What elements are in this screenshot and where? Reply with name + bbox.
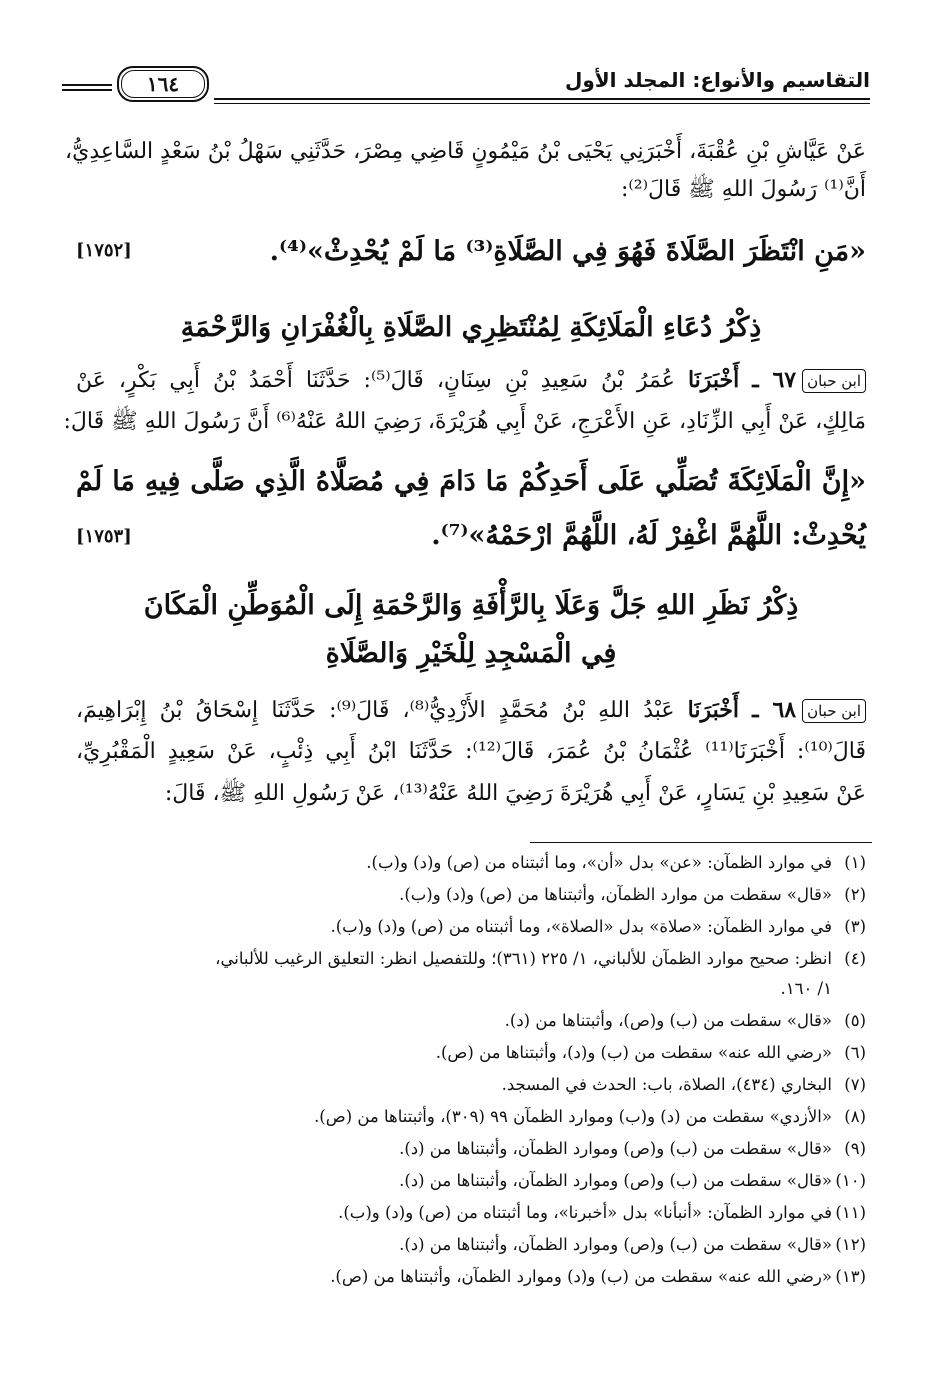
header-ornament [62, 84, 112, 91]
footnote-item [331, 912, 867, 942]
chapter-heading-2-line-2: فِي الْمَسْجِدِ لِلْخَيْرِ وَالصَّلَاةِ [325, 638, 617, 669]
footnote-text: «رضي الله عنه» سقطت من (ب) و(د) وموارد الظمآن، وأثبتناها من (ص). [330, 1267, 832, 1286]
footnote-item [399, 1230, 866, 1260]
page-number-frame [117, 66, 209, 102]
footnote-item [76, 944, 866, 974]
chapter-heading-1: ذِكْرُ دُعَاءِ الْمَلَائِكَةِ لِمُنْتَظِرِي الصَّلَاةِ بِالْغُفْرَانِ وَالرَّحْمَةِ [180, 312, 762, 343]
running-title: التقاسيم والأنواع: المجلد الأول [564, 68, 870, 92]
footnote-text: «رضي الله عنه» سقطت من (ب) و(د)، وأثبتناها من (ص). [435, 1043, 832, 1062]
footnote-text: «قال» سقطت من (ب) و(ص) وموارد الظمآن، وأثبتناها من (د). [399, 1171, 832, 1190]
hadith-67-reference: [١٧٥٣] [76, 526, 132, 547]
entry-67-line-1 [76, 362, 866, 399]
footnote-text: البخاري (٤٣٤)، الصلاة، باب: الحدث في المسجد. [501, 1075, 832, 1094]
entry-68-text: عَبْدُ اللهِ بْنُ مُحَمَّدٍ الأَزْدِيُّ⁽⁸⁾، قَالَ⁽⁹⁾: حَدَّثَنَا إِسْحَاقُ بْنُ إِبْرَاهِيمَ، [76, 698, 675, 723]
page-header [62, 62, 870, 112]
footnote-item [399, 880, 866, 910]
footnote-text: ١/ ١٦٠. [780, 979, 832, 998]
footnote-item [338, 1198, 866, 1228]
footnote-number: (١١) [835, 1203, 866, 1222]
footnote-text: في موارد الظمآن: «صلاة» بدل «الصلاة»، وما أثبتناه من (ص) و(د) و(ب). [330, 917, 832, 936]
header-rule-thin [214, 103, 870, 104]
entry-67-number: ٦٧ ـ [752, 367, 797, 393]
entry-68-line-1 [76, 692, 866, 729]
footnote-text: انظر: صحيح موارد الظمآن للألباني، ١/ ٢٢٥ (٣٦١)؛ وللتفصيل انظر: التعليق الرغيب للألباني، [215, 949, 832, 968]
hadith-1-reference: [١٧٥٢] [76, 240, 132, 261]
footnote-item [399, 1166, 866, 1196]
entry-68-line-2: قَالَ⁽¹⁰⁾: أَخْبَرَنَا⁽¹¹⁾ عُثْمَانُ بْنُ عُمَرَ، قَالَ⁽¹²⁾: حَدَّثَنَا ابْنُ أَبِي ذِئْبٍ، عَنْ سَعِيدٍ الْمَقْبُرِيِّ، [76, 739, 866, 764]
footnote-item [330, 1262, 866, 1292]
footnote-text: «قال» سقطت من (ب) و(ص) وموارد الظمآن، وأثبتناها من (د). [399, 1235, 832, 1254]
footnote-number: (١٢) [835, 1235, 866, 1254]
footnote-text: «الأزدي» سقطت من (د) و(ب) وموارد الظمآن ٩٩ (٣٠٩)، وأثبتناها من (ص). [314, 1107, 832, 1126]
footnote-text: «قال» سقطت من موارد الظمآن، وأثبتناها من (ص) و(د) و(ب). [399, 885, 832, 904]
intro-line-2: أَنَّ⁽¹⁾ رَسُولَ اللهِ ﷺ قَالَ⁽²⁾: [620, 177, 866, 202]
footnote-number: (٢) [844, 885, 866, 904]
footnote-item [399, 1134, 866, 1164]
entry-67-line-2: مَالِكٍ، عَنْ أَبِي الزِّنَادِ، عَنِ الأَعْرَجِ، عَنْ أَبِي هُرَيْرَةَ، رَضِيَ اللهُ عَنْهُ⁽⁶⁾ أَنَّ رَسُولَ اللهِ ﷺ قَالَ: [63, 409, 866, 434]
footnote-item [502, 1070, 866, 1100]
footnote-number: (٦) [844, 1043, 866, 1062]
footnote-item [436, 1038, 866, 1068]
entry-68-khabar: أَخْبَرَنَا [687, 697, 739, 723]
footnote-number: (٥) [844, 1011, 866, 1030]
footnote-number: (١) [844, 853, 866, 872]
entry-67-text: عُمَرُ بْنُ سَعِيدِ بْنِ سِنَانٍ، قَالَ⁽⁵⁾: حَدَّثَنَا أَحْمَدُ بْنُ أَبِي بَكْرٍ، عَنْ [76, 368, 675, 393]
entry-67-khabar: أَخْبَرَنَا [687, 367, 740, 393]
footnote-number: (١٠) [835, 1171, 866, 1190]
footnote-number: (٨) [844, 1107, 866, 1126]
footnote-text: في موارد الظمآن: «أنبأنا» بدل «أخبرنا»، وما أثبتناه من (ص) و(د) و(ب). [338, 1203, 832, 1222]
footnote-number: (٣) [844, 917, 866, 936]
footnote-item [314, 1102, 866, 1132]
footnote-text: «قال» سقطت من (ب) و(ص)، وأثبتناها من (د). [504, 1011, 832, 1030]
entry-67-badge: ابن حبان [802, 369, 866, 393]
footnote-text: في موارد الظمآن: «عن» بدل «أن»، وما أثبتناه من (ص) و(د) و(ب). [366, 853, 832, 872]
entry-68-number: ٦٨ ـ [752, 697, 797, 723]
intro-line-1: عَنْ عَيَّاشِ بْنِ عُقْبَةَ، أَخْبَرَنِي يَحْيَى بْنُ مَيْمُونٍ قَاضِي مِصْرَ، حَدَّثَنِي سَهْلُ بْنُ سَعْدٍ السَّاعِدِيُّ، [65, 139, 866, 164]
hadith-67-line-1: «إِنَّ الْمَلَائِكَةَ تُصَلِّي عَلَى أَحَدِكُمْ مَا دَامَ فِي مُصَلَّاهُ الَّذِي صَلَّى فِيهِ مَا لَمْ [76, 466, 866, 497]
footnote-separator [530, 842, 872, 843]
footnote-item [366, 848, 866, 878]
footnote-number: (٧) [844, 1075, 866, 1094]
entry-68-badge: ابن حبان [802, 699, 866, 723]
footnote-number: (١٣) [835, 1267, 866, 1286]
footnote-item [505, 1006, 866, 1036]
entry-68-line-3: عَنْ سَعِيدِ بْنِ يَسَارٍ، عَنْ أَبِي هُرَيْرَةَ رَضِيَ اللهُ عَنْهُ⁽¹³⁾، عَنْ رَسُولِ اللهِ ﷺ، قَالَ: [164, 781, 866, 806]
hadith-67-line-2: يُحْدِثْ: اللَّهُمَّ اغْفِرْ لَهُ، اللَّهُمَّ ارْحَمْهُ»⁽⁷⁾. [431, 520, 866, 551]
chapter-heading-2-line-1: ذِكْرُ نَظَرِ اللهِ جَلَّ وَعَلَا بِالرَّأْفَةِ وَالرَّحْمَةِ إِلَى الْمُوَطِّنِ الْمَكَانَ [143, 590, 799, 621]
header-rule [214, 98, 870, 100]
footnote-number: (٤) [844, 949, 866, 968]
page-number: ١٦٤ [146, 72, 180, 96]
footnote-item [780, 974, 866, 1004]
hadith-1-text: «مَنِ انْتَظَرَ الصَّلَاةَ فَهُوَ فِي الصَّلَاةِ⁽³⁾ مَا لَمْ يُحْدِثْ»⁽⁴⁾. [269, 236, 866, 267]
footnote-number: (٩) [844, 1139, 866, 1158]
footnote-text: «قال» سقطت من (ب) و(ص) وموارد الظمآن، وأثبتناها من (د). [399, 1139, 832, 1158]
